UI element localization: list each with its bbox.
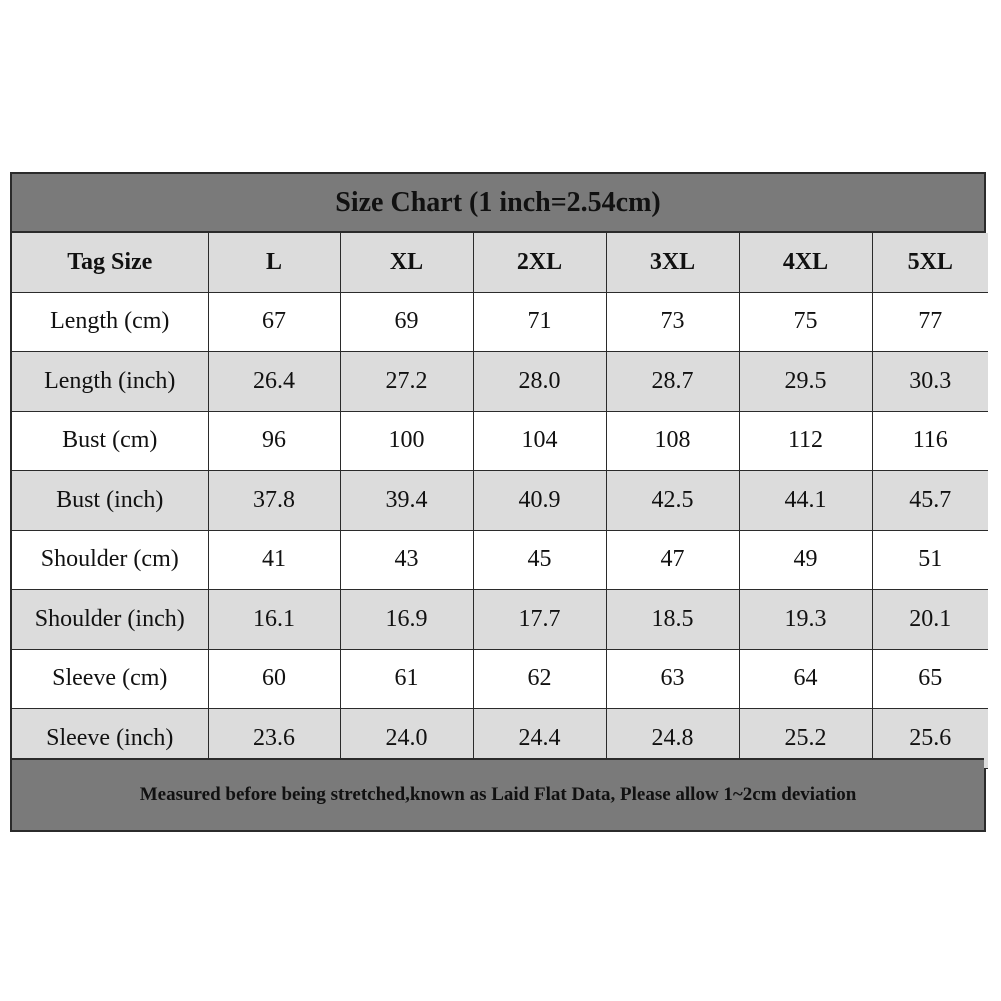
row-label: Length (cm) xyxy=(12,292,208,352)
size-chart xyxy=(10,172,986,832)
table-cell: 39.4 xyxy=(340,471,473,531)
table-row xyxy=(12,649,988,709)
table-cell: 100 xyxy=(340,411,473,471)
row-label: Bust (cm) xyxy=(12,411,208,471)
table-cell: 62 xyxy=(473,649,606,709)
table-cell: 23.6 xyxy=(208,709,340,769)
table-cell: 25.6 xyxy=(872,709,988,769)
table-cell: 44.1 xyxy=(739,471,872,531)
table-row xyxy=(12,590,988,650)
table-cell: 45.7 xyxy=(872,471,988,531)
column-header-tag-size: Tag Size xyxy=(12,233,208,292)
table-cell: 28.0 xyxy=(473,352,606,412)
table-cell: 116 xyxy=(872,411,988,471)
table-cell: 61 xyxy=(340,649,473,709)
table-row xyxy=(12,411,988,471)
table-cell: 24.8 xyxy=(606,709,739,769)
row-label: Sleeve (cm) xyxy=(12,649,208,709)
table-cell: 64 xyxy=(739,649,872,709)
table-cell: 16.9 xyxy=(340,590,473,650)
table-cell: 73 xyxy=(606,292,739,352)
column-header-5xl: 5XL xyxy=(872,233,988,292)
table-cell: 108 xyxy=(606,411,739,471)
table-cell: 51 xyxy=(872,530,988,590)
table-cell: 18.5 xyxy=(606,590,739,650)
table-cell: 27.2 xyxy=(340,352,473,412)
table-cell: 37.8 xyxy=(208,471,340,531)
table-cell: 40.9 xyxy=(473,471,606,531)
table-cell: 28.7 xyxy=(606,352,739,412)
table-cell: 47 xyxy=(606,530,739,590)
column-header-xl: XL xyxy=(340,233,473,292)
table-row xyxy=(12,471,988,531)
column-header-4xl: 4XL xyxy=(739,233,872,292)
table-cell: 65 xyxy=(872,649,988,709)
table-cell: 41 xyxy=(208,530,340,590)
table-cell: 17.7 xyxy=(473,590,606,650)
table-cell: 26.4 xyxy=(208,352,340,412)
table-row xyxy=(12,352,988,412)
table-cell: 49 xyxy=(739,530,872,590)
chart-title: Size Chart (1 inch=2.54cm) xyxy=(12,174,984,233)
table-cell: 69 xyxy=(340,292,473,352)
table-cell: 63 xyxy=(606,649,739,709)
row-label: Bust (inch) xyxy=(12,471,208,531)
table-cell: 25.2 xyxy=(739,709,872,769)
table-cell: 71 xyxy=(473,292,606,352)
row-label: Length (inch) xyxy=(12,352,208,412)
table-cell: 30.3 xyxy=(872,352,988,412)
table-header-row xyxy=(12,233,988,292)
column-header-2xl: 2XL xyxy=(473,233,606,292)
table-cell: 16.1 xyxy=(208,590,340,650)
table-cell: 104 xyxy=(473,411,606,471)
table-row xyxy=(12,530,988,590)
table-cell: 29.5 xyxy=(739,352,872,412)
row-label: Shoulder (inch) xyxy=(12,590,208,650)
column-header-l: L xyxy=(208,233,340,292)
row-label: Sleeve (inch) xyxy=(12,709,208,769)
row-label: Shoulder (cm) xyxy=(12,530,208,590)
table-cell: 24.0 xyxy=(340,709,473,769)
table-cell: 60 xyxy=(208,649,340,709)
table-cell: 24.4 xyxy=(473,709,606,769)
table-cell: 42.5 xyxy=(606,471,739,531)
table-cell: 45 xyxy=(473,530,606,590)
table-cell: 20.1 xyxy=(872,590,988,650)
table-cell: 75 xyxy=(739,292,872,352)
footnote: Measured before being stretched,known as Laid Flat Data, Please allow 1~2cm deviation xyxy=(12,758,984,830)
table-cell: 77 xyxy=(872,292,988,352)
table-cell: 67 xyxy=(208,292,340,352)
table-cell: 112 xyxy=(739,411,872,471)
column-header-3xl: 3XL xyxy=(606,233,739,292)
table-cell: 19.3 xyxy=(739,590,872,650)
size-table xyxy=(12,233,988,769)
table-cell: 96 xyxy=(208,411,340,471)
table-cell: 43 xyxy=(340,530,473,590)
table-row xyxy=(12,292,988,352)
